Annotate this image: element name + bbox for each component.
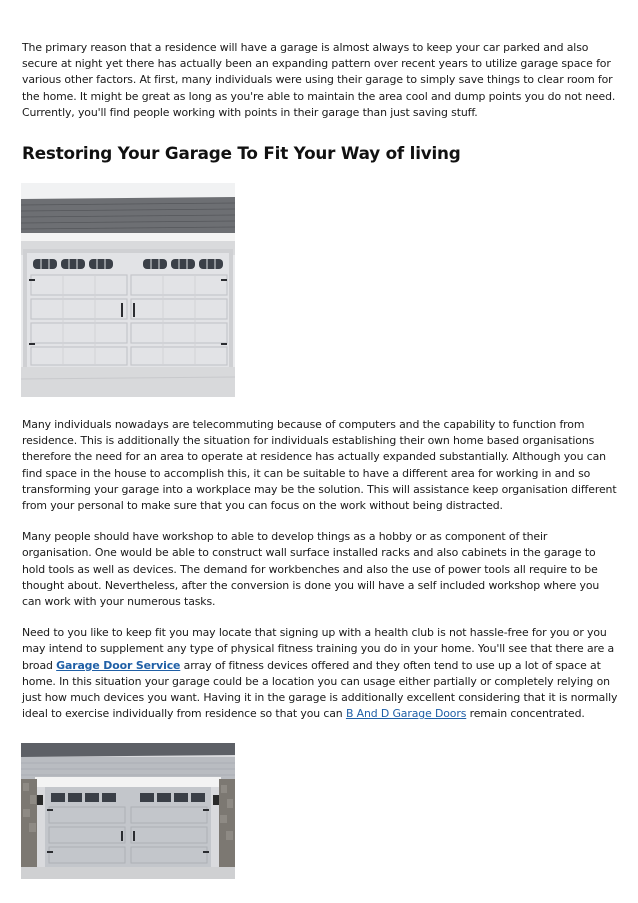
b-and-d-garage-doors-link[interactable]: B And D Garage Doors xyxy=(345,707,467,721)
fitness-paragraph xyxy=(22,625,618,722)
workshop-paragraph: Many people should have workshop to able to develop things as a hobby or as component of their organisation. One would be able to construct wall surface installed racks and also cabinets in the garage to hold tools as well as devices. The demand for workbenches and also the use of power tools all require to be thought about. Nevertheless, after the conversion is done you will have a self included workshop where you can work with your numerous tasks. xyxy=(22,530,600,609)
fitness-text-b: array of fitness devices offered and they often tend to use up a lot of space at home. In this situation your garage could be a location you can usage either partially or completely relying on just how much devices you want. Having it in the garage is additionally excellent considering that it is normally ideal to exercise individually from residence so that you can xyxy=(22,658,618,721)
fitness-text-c: remain concentrated. xyxy=(466,707,585,721)
garage-door-service-link[interactable]: Garage Door Service xyxy=(56,658,181,672)
telecommuting-paragraph: Many individuals nowadays are telecommuting because of computers and the capability to function from residence. This is additionally the situation for individuals establishing their own home based organisations therefore the need for an area to operate at residence has actually expanded substantially. Although you can find space in the house to accomplish this, it can be suitable to have a different area for working in and so transforming your garage into a workplace may be the solution. This will assistance keep organisation different from your personal to make sure that you can focus on the work without being distracted. xyxy=(22,418,617,513)
fitness-text-a: Need to you like to keep fit you may locate that signing up with a health club is not hassle-free for you or you may intend to supplement any type of physical fitness training you do in your home. You'll see that there are a broad xyxy=(22,626,615,672)
garage-door-photo-1 xyxy=(21,183,235,397)
document-body xyxy=(22,40,618,879)
garage-door-photo-2 xyxy=(21,743,235,879)
section-heading: Restoring Your Garage To Fit Your Way of living xyxy=(22,143,461,164)
intro-paragraph: The primary reason that a residence will have a garage is almost always to keep your car parked and also secure at night yet there has actually been an expanding pattern over recent years to utilize garage space for various other factors. At first, many individuals were using their garage to simply save things to clear room for the home. It might be great as long as you're able to maintain the area cool and dump points you do not need. Currently, you'll find people working with points in their garage than just saving stuff. xyxy=(22,41,616,119)
